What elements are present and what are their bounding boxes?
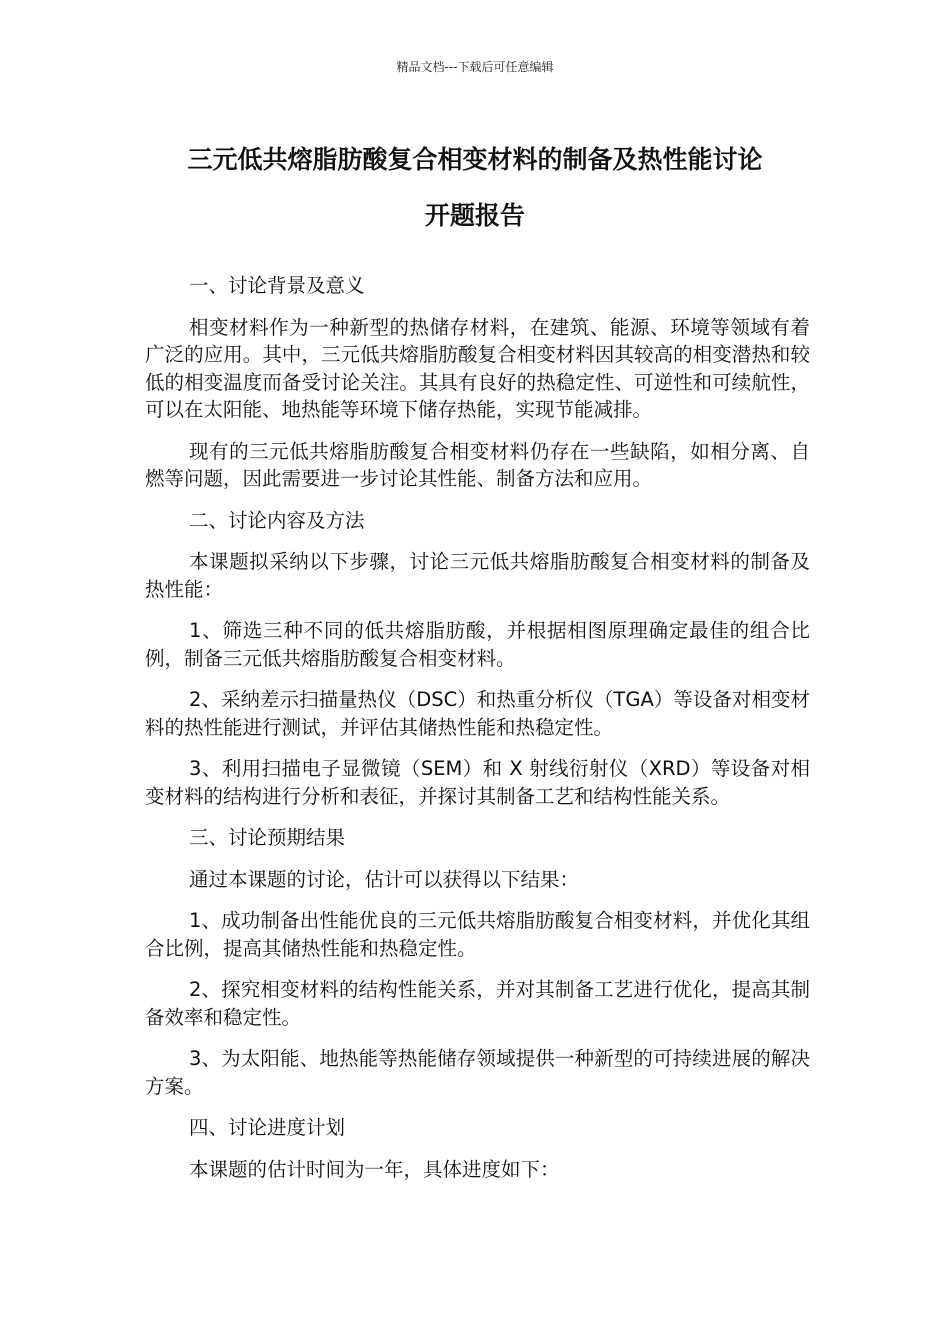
list-item: 3、为太阳能、地热能等热能储存领域提供一种新型的可持续进展的解决方案。 <box>145 1047 810 1098</box>
list-item: 1、成功制备出性能优良的三元低共熔脂肪酸复合相变材料，并优化其组合比例，提高其储热性能和热稳定性。 <box>145 909 810 960</box>
paragraph: 本课题的估计时间为一年，具体进度如下： <box>189 1157 560 1181</box>
section-heading-schedule: 四、讨论进度计划 <box>189 1116 346 1139</box>
paragraph: 现有的三元低共熔脂肪酸复合相变材料仍存在一些缺陷，如相分离、自燃等问题，因此需要进一步讨论其性能、制备方法和应用。 <box>145 439 810 490</box>
list-item: 2、探究相变材料的结构性能关系，并对其制备工艺进行优化，提高其制备效率和稳定性。 <box>145 978 810 1029</box>
paragraph: 相变材料作为一种新型的热储存材料，在建筑、能源、环境等领域有着广泛的应用。其中，三元低共熔脂肪酸复合相变材料因其较高的相变潜热和较低的相变温度而备受讨论关注。其具有良好的热稳定性、可逆性和可续航性，可以在太阳能、地热能等环境下储存热能，实现节能减排。 <box>145 315 810 421</box>
list-item: 2、采纳差示扫描量热仪（DSC）和热重分析仪（TGA）等设备对相变材料的热性能进行测试，并评估其储热性能和热稳定性。 <box>145 688 810 739</box>
document-title-line-1: 三元低共熔脂肪酸复合相变材料的制备及热性能讨论 <box>187 145 763 174</box>
paragraph: 本课题拟采纳以下步骤，讨论三元低共熔脂肪酸复合相变材料的制备及热性能： <box>145 550 810 601</box>
section-heading-background: 一、讨论背景及意义 <box>189 274 365 297</box>
list-item: 3、利用扫描电子显微镜（SEM）和 X 射线衍射仪（XRD）等设备对相变材料的结构进行分析和表征，并探讨其制备工艺和结构性能关系。 <box>145 757 810 808</box>
paragraph: 通过本课题的讨论，估计可以获得以下结果： <box>189 867 580 891</box>
list-item: 1、筛选三种不同的低共熔脂肪酸，并根据相图原理确定最佳的组合比例，制备三元低共熔脂肪酸复合相变材料。 <box>145 619 810 670</box>
document-body <box>145 272 810 1197</box>
page-header: 精品文档---下载后可任意编辑 <box>396 60 554 74</box>
section-heading-expected-results: 三、讨论预期结果 <box>189 826 346 849</box>
section-heading-content-methods: 二、讨论内容及方法 <box>189 508 365 532</box>
document-title-line-2: 开题报告 <box>424 201 525 230</box>
